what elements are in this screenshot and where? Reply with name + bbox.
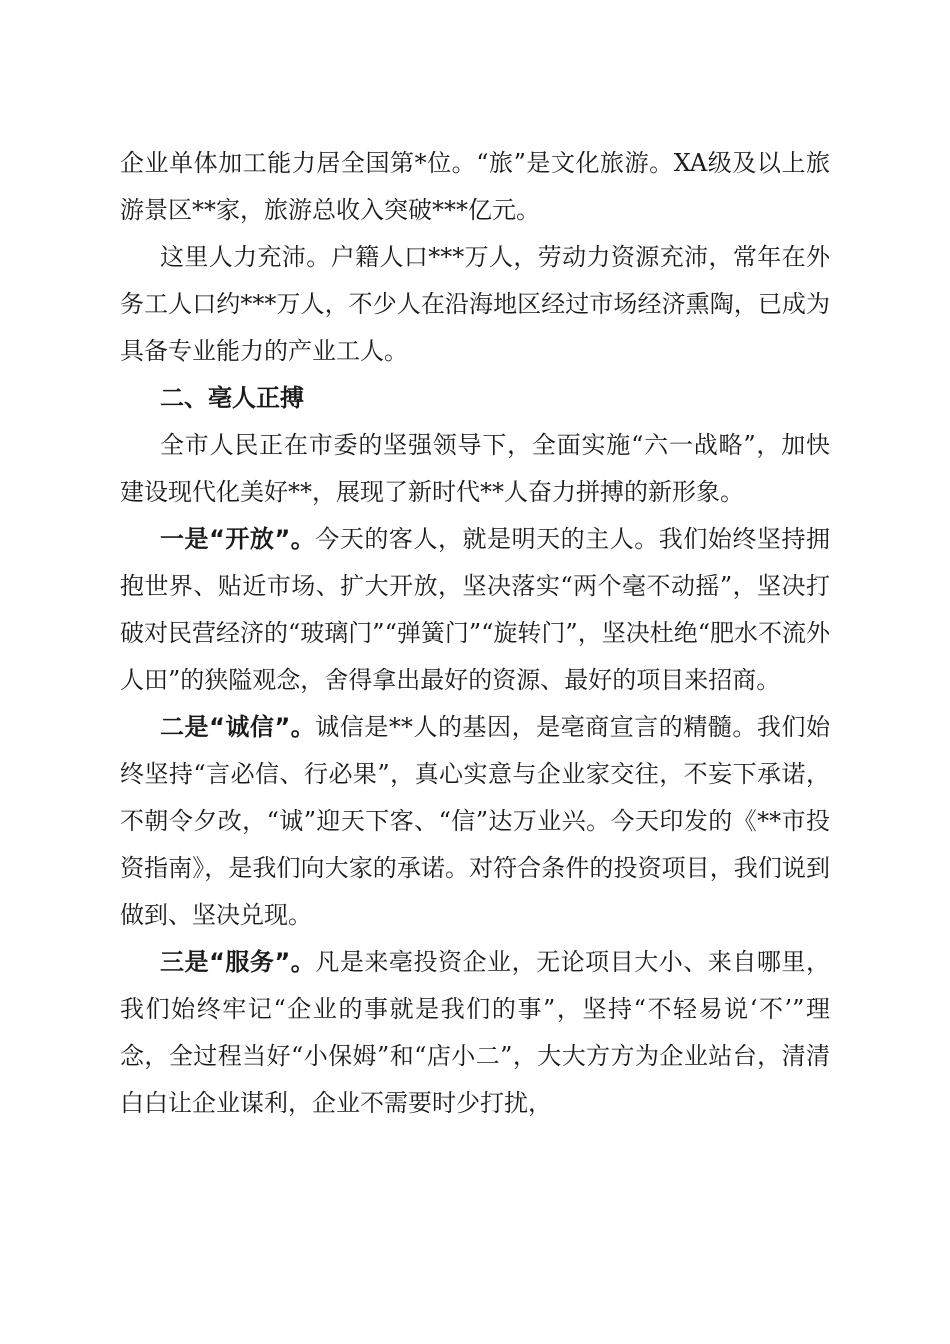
paragraph-3-text: 全市人民正在市委的坚强领导下，全面实施“六一战略”，加快建设现代化美好**，展现了新时代**人奋力拼搏的新形象。 (120, 431, 830, 506)
paragraph-service (120, 939, 830, 1127)
paragraph-1 (120, 140, 830, 234)
paragraph-integrity (120, 704, 830, 939)
paragraph-openness-text: 今天的客人，就是明天的主人。我们始终坚持拥抱世界、贴近市场、扩大开放，坚决落实“两个毫不动摇”，坚决打破对民营经济的“玻璃门”“弹簧门”“旋转门”，坚决杜绝“肥水不流外人田”的狭隘观念，舍得拿出最好的资源、最好的项目来招商。 (120, 525, 831, 694)
paragraph-integrity-text: 诚信是**人的基因，是亳商宣言的精髓。我们始终坚持“言必信、行必果”，真心实意与企业家交往，不妄下承诺，不朝令夕改，“诚”迎天下客、“信”达万业兴。今天印发的《**市投资指南》，是我们向大家的承诺。对符合条件的投资项目，我们说到做到、坚决兑现。 (120, 713, 831, 929)
paragraph-service-text: 凡是来亳投资企业，无论项目大小、来自哪里，我们始终牢记“企业的事就是我们的事”，坚持“不轻易说‘不’”理念，全过程当好“小保姆”和“店小二”，大大方方为企业站台，清清白白让企业谋利，企业不需要时少打扰， (120, 948, 831, 1117)
paragraph-2 (120, 234, 830, 375)
paragraph-integrity-lead: 二是“诚信”。 (160, 713, 316, 741)
paragraph-openness (120, 516, 830, 704)
document-page (120, 140, 830, 1127)
paragraph-openness-lead: 一是“开放”。 (160, 525, 316, 553)
section-heading: 二、亳人正搏 (160, 384, 304, 412)
paragraph-service-lead: 三是“服务”。 (160, 948, 316, 976)
paragraph-1-text: 企业单体加工能力居全国第*位。“旅”是文化旅游。XA级及以上旅游景区**家，旅游总收入突破***亿元。 (120, 149, 830, 224)
paragraph-3 (120, 422, 830, 516)
paragraph-2-text: 这里人力充沛。户籍人口***万人，劳动力资源充沛，常年在外务工人口约***万人，不少人在沿海地区经过市场经济熏陶，已成为具备专业能力的产业工人。 (120, 243, 830, 365)
